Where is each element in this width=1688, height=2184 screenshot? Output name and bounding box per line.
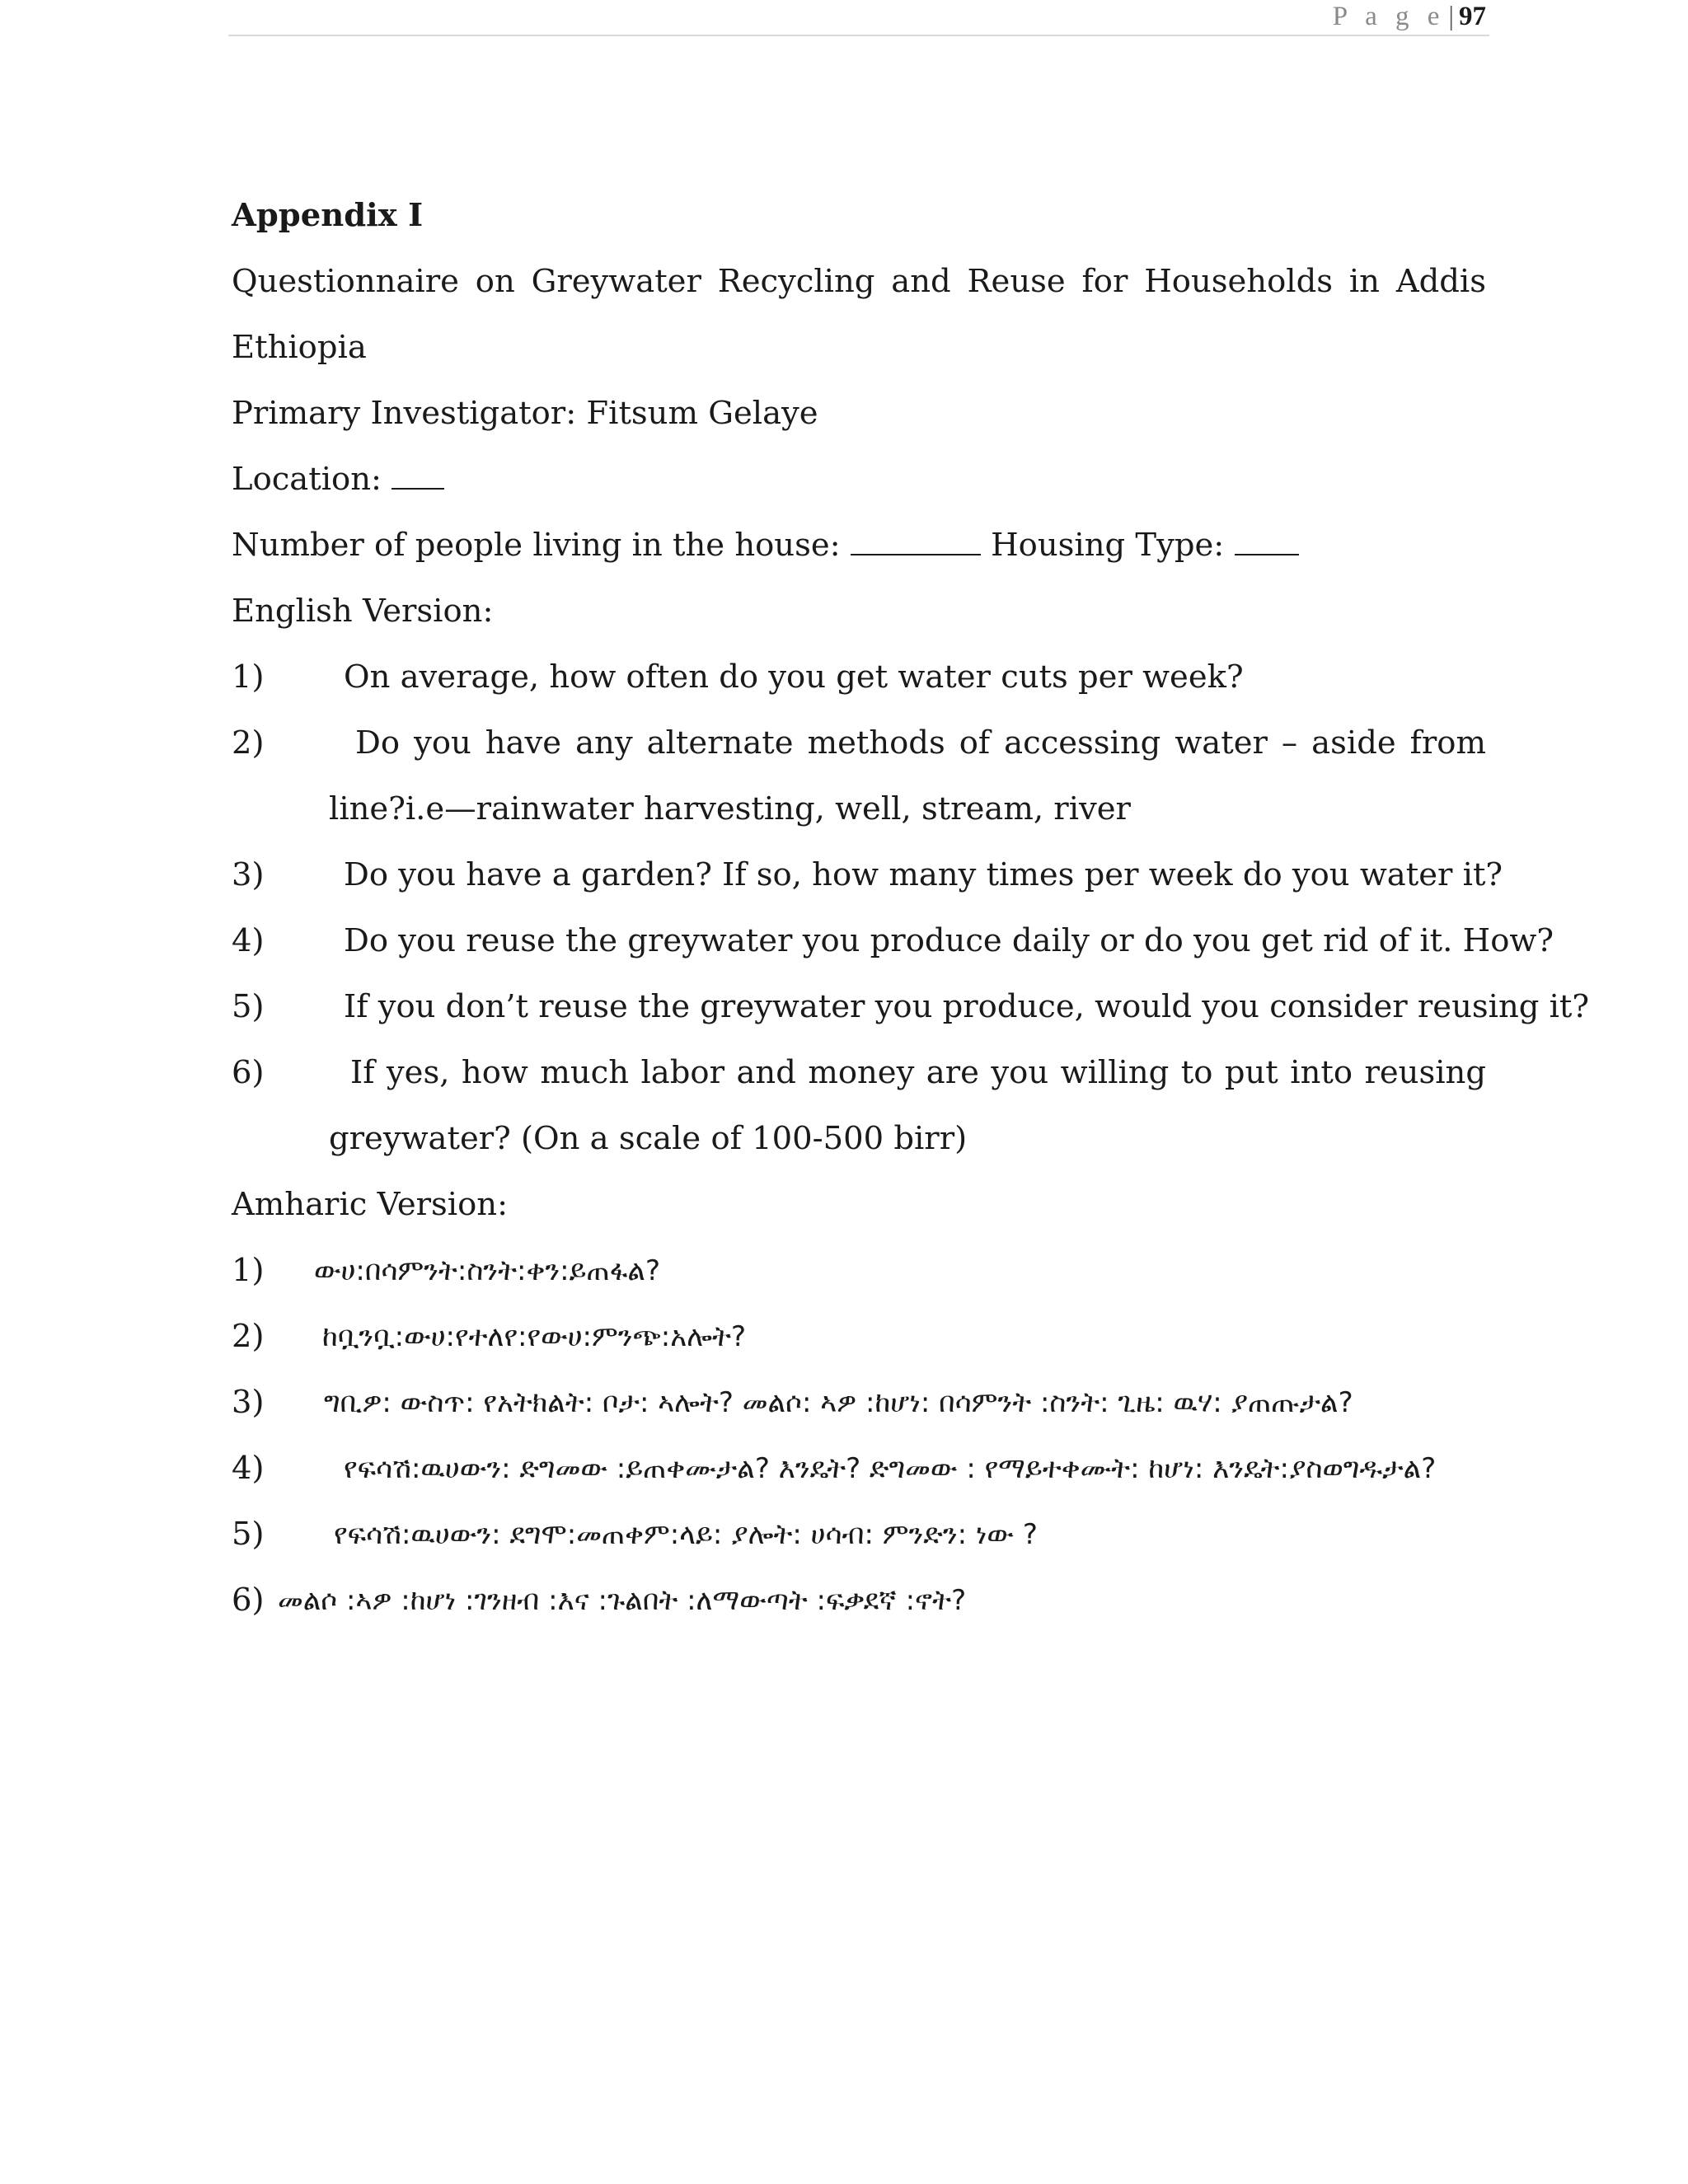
housing-label: Housing Type:	[991, 527, 1225, 564]
question-text: On average, how often do you get water cuts per week?	[344, 658, 1244, 696]
question-text: Do you reuse the greywater you produce daily or do you get rid of it. How?	[344, 922, 1554, 959]
question-text-continued: line?i.e—rainwater harvesting, well, stream, river	[329, 790, 1131, 827]
question-number: 3)	[232, 856, 265, 893]
english-question	[232, 710, 1486, 842]
question-number: 6)	[232, 1582, 265, 1619]
question-text: የፍሳሽ:ዉሀውን: ደግሞ:መጠቀም:ላይ: ያሎት: ሀሳብ: ምንድን: ነው ?	[334, 1518, 1038, 1551]
page-header	[228, 0, 1489, 36]
questionnaire-title-line2: Ethiopia	[232, 329, 367, 366]
question-text: Do you have any alternate methods of accessing water – aside from	[355, 724, 1486, 762]
english-question	[232, 644, 1486, 710]
appendix-title: Appendix I	[232, 197, 424, 234]
page-separator: |	[1448, 2, 1454, 31]
investigator-line: Primary Investigator: Fitsum Gelaye	[232, 395, 818, 432]
question-number: 1)	[232, 1252, 265, 1289]
question-number: 5)	[232, 1516, 265, 1553]
question-text: If you don’t reuse the greywater you produce, would you consider reusing it?	[344, 988, 1590, 1025]
question-text: If yes, how much labor and money are you willing to put into reusing	[350, 1054, 1486, 1091]
question-number: 5)	[232, 988, 265, 1025]
page-indicator	[1333, 2, 1486, 32]
location-blank[interactable]	[392, 462, 444, 490]
location-line	[232, 447, 1486, 513]
question-text: ውሀ:በሳምንት:ስንት:ቀን:ይጠፋል?	[314, 1254, 661, 1287]
question-number: 6)	[232, 1054, 265, 1091]
english-heading: English Version:	[232, 593, 494, 630]
question-number: 2)	[232, 724, 265, 762]
question-text-continued: greywater? (On a scale of 100-500 birr)	[329, 1120, 968, 1157]
question-number: 4)	[232, 922, 265, 959]
people-label: Number of people living in the house:	[232, 527, 841, 564]
amharic-question	[232, 1238, 1486, 1304]
amharic-question	[232, 1370, 1486, 1436]
english-question	[232, 842, 1503, 908]
page-word: P a g e	[1332, 2, 1446, 31]
question-text: Do you have a garden? If so, how many times per week do you water it?	[344, 856, 1503, 893]
amharic-question	[232, 1304, 1486, 1370]
english-question	[232, 974, 1590, 1040]
document-body	[232, 183, 1590, 1633]
question-text: የፍሳሽ:ዉሀውን: ድግመው :ይጠቀሙታል? እንዴት? ድግመው : የማይተቀሙት: ከሆነ: እንዴት:ያስወግዱታል?	[344, 1452, 1437, 1485]
english-question	[232, 1040, 1486, 1172]
question-text: መልሶ :ኣዎ :ከሆነ :ገንዘብ :እና :ጉልበት :ለማውጣት :ፍቃደኛ :ኖት?	[278, 1584, 967, 1617]
people-housing-line	[232, 513, 1486, 579]
question-number: 2)	[232, 1318, 265, 1355]
people-blank[interactable]	[851, 527, 981, 555]
english-question	[232, 908, 1554, 974]
question-text: ከቧንቧ:ውሀ:የተለየ:የውሀ:ምንጭ:አሎት?	[322, 1320, 746, 1353]
amharic-question	[232, 1568, 1486, 1633]
question-number: 3)	[232, 1384, 265, 1421]
question-text: ግቢዎ: ውስጥ: የአትክልት: ቦታ: ኣሎት? መልሶ: ኣዎ :ከሆነ: በሳምንት :ስንት: ጊዜ: ዉሃ: ያጠጡታል?	[324, 1386, 1353, 1419]
questionnaire-title-line1: Questionnaire on Greywater Recycling and Reuse for Households in Addis	[232, 263, 1486, 300]
housing-blank[interactable]	[1235, 527, 1299, 555]
amharic-question	[232, 1502, 1486, 1568]
location-label: Location:	[232, 461, 382, 498]
question-number: 1)	[232, 658, 265, 696]
amharic-heading: Amharic Version:	[232, 1186, 509, 1223]
page-number: 97	[1459, 2, 1486, 31]
question-number: 4)	[232, 1450, 265, 1487]
amharic-question	[232, 1436, 1486, 1502]
